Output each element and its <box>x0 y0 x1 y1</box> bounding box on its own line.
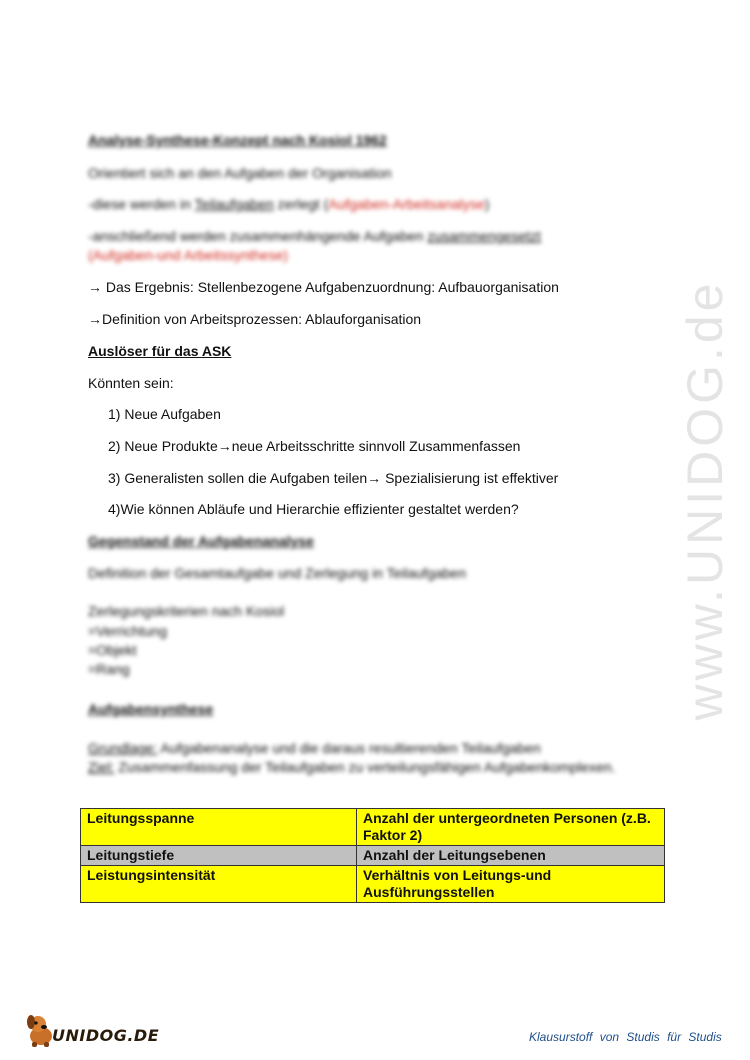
paragraph-line: Zerlegungskriterien nach Kosiol <box>88 603 285 619</box>
text: ) <box>484 196 490 212</box>
criteria-item: =Verrichtung <box>88 623 167 639</box>
section-title: Analyse-Synthese-Konzept nach Kosiol 1962 <box>88 132 387 148</box>
paragraph-line: Orientiert sich an den Aufgaben der Organisation <box>88 165 392 181</box>
text: zerlegt ( <box>273 196 329 212</box>
section-heading: Aufgabensynthese <box>88 701 214 717</box>
table-cell-desc: Anzahl der Leitungsebenen <box>357 846 665 866</box>
list-item: 1) Neue Aufgaben <box>108 406 221 422</box>
text: Aufgabenanalyse und die daraus resultierenden Teilaufgaben <box>157 740 541 756</box>
list-item: 4)Wie können Abläufe und Hierarchie effizienter gestaltet werden? <box>108 501 519 517</box>
list-item: 2) Neue Produkte→neue Arbeitsschritte sinnvoll Zusammenfassen <box>108 438 521 454</box>
table-cell-desc: Anzahl der untergeordneten Personen (z.B. Faktor 2) <box>357 809 665 846</box>
result-line: →Definition von Arbeitsprozessen: Ablauforganisation <box>88 311 422 327</box>
label: Ziel: <box>88 759 115 775</box>
intro-text: Könnten sein: <box>88 375 174 391</box>
footer-tagline: Klausurstoff von Studis für Studis <box>529 1030 722 1044</box>
table-cell-term: Leistungsintensität <box>81 866 357 903</box>
criteria-item: =Rang <box>88 661 130 677</box>
result-line: → Das Ergebnis: Stellenbezogene Aufgabenzuordnung: Aufbauorganisation <box>88 279 559 295</box>
label: Grundlage: <box>88 740 158 756</box>
text: -anschließend werden zusammenhängende Aufgaben <box>88 228 428 244</box>
section-heading: Gegenstand der Aufgabenanalyse <box>88 533 314 549</box>
text: Zusammenfassung der Teilaufgaben zu verteilungsfähigen Aufgabenkomplexen. <box>114 759 616 775</box>
criteria-item: =Objekt <box>88 642 137 658</box>
table-cell-desc: Verhältnis von Leitungs-und Ausführungsstellen <box>357 866 665 903</box>
paragraph-line: (Aufgaben-und Arbeitssynthese) <box>88 247 289 263</box>
underlined-text: Teilaufgaben <box>194 196 274 212</box>
red-text: Aufgaben-Arbeitsanalyse <box>328 196 485 212</box>
watermark: www.UNIDOG.de <box>677 279 733 721</box>
paragraph-line <box>88 228 541 244</box>
list-item: 3) Generalisten sollen die Aufgaben teilen→ Spezialisierung ist effektiver <box>108 470 559 486</box>
text: -diese werden in <box>88 196 195 212</box>
table-row <box>81 866 665 903</box>
paragraph-line <box>88 759 615 775</box>
table-row <box>81 846 665 866</box>
underlined-text: zusammengesetzt <box>427 228 541 244</box>
leitung-table <box>80 808 665 903</box>
table-cell-term: Leitungstiefe <box>81 846 357 866</box>
table-cell-term: Leitungsspanne <box>81 809 357 846</box>
table-row <box>81 809 665 846</box>
paragraph-line <box>88 196 489 212</box>
ask-heading: Auslöser für das ASK <box>88 343 232 359</box>
logo-text: UNIDOG.DE <box>52 1026 160 1045</box>
paragraph-line <box>88 740 541 756</box>
paragraph-line: Definition der Gesamtaufgabe und Zerlegung in Teilaufgaben <box>88 565 466 581</box>
